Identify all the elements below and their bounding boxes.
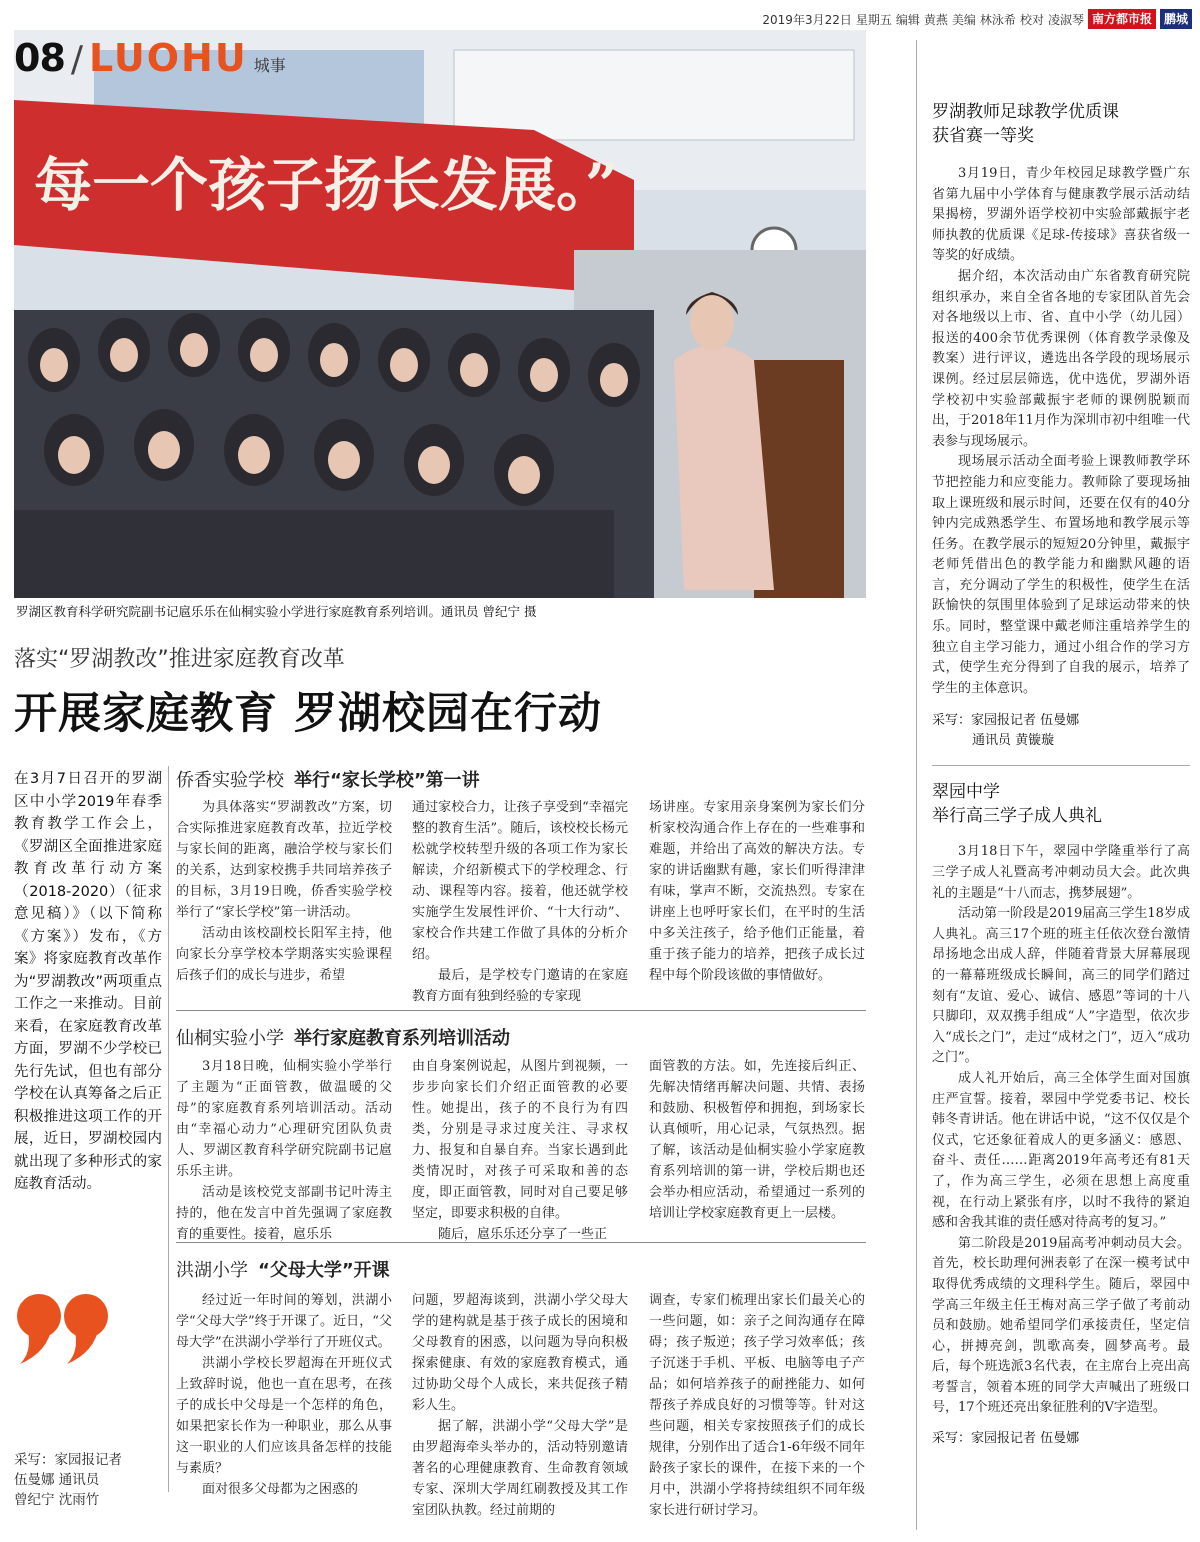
section-divider — [176, 1010, 866, 1011]
proofreader-name: 凌淑琴 — [1047, 12, 1084, 27]
sec3-col3: 调查，专家们梳理出家长们最关心的一些问题，如：亲子之间沟通存在障碍；孩子叛逆；孩子学习效率低；孩子沉迷于手机、平板、电脑等电子产品；如何培养孩子的耐挫能力、如何帮孩子养成良好的习惯等等。针对这些问题，相关专家按照孩子们的成长规律，分别作出了适合1-6年级不同年龄孩子家长的课件，在接下来的一个月中，洪湖小学将持续组织不同年级家长进行研讨学习。 — [649, 1293, 865, 1518]
subsection-title-1: 侨香实验学校 举行“家长学校”第一讲 — [176, 770, 480, 791]
sec1-col3: 场讲座。专家用亲身案例为家长们分析家校沟通合作上存在的一些难事和难题，并给出了高效的解决方法。专家的讲话幽默有趣，家长们听得津津有味，掌声不断，交流热烈。专家在讲座上也呼吁家长们，在平时的生活中多关注孩子，给予他们正能量，着重于孩子能力的培养，把孩子成长过程中每个阶段该做的事情做好。 — [649, 800, 865, 983]
story1-title: 罗湖教师足球教学优质课 获省赛一等奖 — [932, 102, 1119, 146]
sec2-col2: 由自身案例说起，从图片到视频，一步步向家长们介绍正面管教的必要性。她提出，孩子的不良行为有四类，分别是寻求过度关注、寻求权力、报复和自暴自弃。当家长遇到此类情况时，对孩子可采取和善的态度，即正面管教，同时对自己要足够坚定，即要求积极的自律。 随后，扈乐乐还分享了一些正 — [412, 1059, 628, 1242]
designer-name: 林泳希 — [979, 12, 1016, 27]
sec1-col2: 通过家校合力，让孩子享受到“幸福完整的教育生活”。随后，该校校长杨元松就学校转型升级的各项工作为家长解读，介绍新模式下的学校理念、行动、课程等内容。接着，他还就学校实施学生发展性评价、“十大行动”、家校合作共建工作做了具体的分析介绍。 最后，是学校专门邀请的在家庭教育方面有独到经验的专家现 — [412, 800, 628, 1004]
story2-credit: 采写：家园报记者 伍曼娜 — [932, 1431, 1080, 1447]
subsection-title-3: 洪湖小学 “父母大学”开课 — [176, 1260, 390, 1281]
newspaper-logo: 南方都市报 — [1088, 9, 1156, 29]
banner-slogan: 每一个孩子扬长发展。” — [34, 151, 619, 219]
issue-date: 2019年3月22日 — [762, 12, 852, 27]
lead-credit: 采写：家园报记者 伍曼娜 通讯员 曾纪宁 沈雨竹 — [14, 1452, 122, 1508]
sec2-col3: 面管教的方法。如，先连接后纠正、先解决情绪再解决问题、共情、表扬和鼓励、积极暂停和拥抱，到场家长认真倾听，用心记录，气氛热烈。据了解，该活动是仙桐实验小学家庭教育系列培训的第一讲，学校后期也还会举办相应活动，希望通过一系列的培训让学校家庭教育更上一层楼。 — [649, 1059, 865, 1221]
lead-photo — [14, 30, 866, 598]
masthead-bar: 2019年3月22日 星期五 编辑 黄燕 美编 林泳希 校对 凌淑琴 南方都市报 鹏城 — [620, 8, 1192, 30]
issue-weekday: 星期五 — [855, 12, 892, 27]
section-name: LUOHU — [89, 36, 248, 80]
sec2-col1: 3月18日晚，仙桐实验小学举行了主题为“正面管教，做温暖的父母”的家庭教育系列培训活动。活动由“幸福心动力”心理研究团队负责人、罗湖区教育科学研究院副书记扈乐乐主讲。 活动是该校党支部副书记叶涛主持的，他在发言中首先强调了家庭教育的重要性。接着，扈乐乐 — [176, 1059, 392, 1242]
section-category: 城事 — [253, 56, 286, 75]
supplement-logo: 鹏城 — [1160, 9, 1192, 29]
story1-body: 3月19日，青少年校园足球教学暨广东省第九届中小学体育与健康教学展示活动结果揭榜，罗湖外语学校初中实验部戴振宇老师执教的优质课《足球-传接球》喜获省级一等奖的好成绩。 据介绍，本次活动由广东省教育研究院组织承办，来自全省各地的专家团队首先会对各地级以上市、省、直中小学（幼儿园）报送的400余节优秀课例（体育教学录像及教案）进行评议，遴选出各学段的现场展示课例。经过层层筛选，优中选优，罗湖外语学校初中实验部戴振宇老师的课例脱颖而出，于2018年11月作为深圳市初中组唯一代表参与现场展示。 现场展示活动全面考验上课教师教学环节把控能力和应变能力。教师除了要现场抽取上课班级和展示时间，还要在仅有的40分钟内完成熟悉学生、布置场地和教学展示等任务。在教学展示的短短20分钟里，戴振宇老师凭借出色的教学能力和幽默风趣的语言，充分调动了学生的积极性，使学生在活跃愉快的氛围里体验到了足球运动带来的快乐。同时，整堂课中戴老师注重培养学生的独立自主学习能力，通过小组合作的学习方式，使学生充分得到了自我的展示，培养了学生的主体意识。 — [932, 166, 1190, 696]
story2-title: 翠园中学 举行高三学子成人典礼 — [932, 782, 1102, 827]
right-column-divider — [916, 40, 917, 1530]
story1-credit: 采写：家园报记者 伍曼娜 通讯员 黄镟璇 — [932, 713, 1080, 749]
column-divider — [168, 766, 169, 1492]
sec1-col1: 为具体落实“罗湖教改”方案，切合实际推进家庭教育改革，拉近学校与家长间的距离，融洽学校与家长们的关系，达到家校携手共同培养孩子的目标，3月19日晚，侨香实验学校举行了“家长学校”第一讲活动。 活动由该校副校长阳军主持，他向家长分享学校本学期落实实验课程后孩子们的成长与进步，希望 — [176, 800, 392, 983]
subsection-title-2: 仙桐实验小学 举行家庭教育系列培训活动 — [176, 1028, 510, 1049]
section-header: 08 / LUOHU 城事 — [14, 36, 286, 80]
sec3-col2: 问题，罗超海谈到，洪湖小学父母大学的建构就是基于孩子成长的困境和父母教育的困惑，以问题为导向积极探索健康、有效的家庭教育模式，通过协助父母个人成长，来共促孩子精彩人生。 据了解，洪湖小学“父母大学”是由罗超海牵头举办的，活动特别邀请著名的心理健康教育、生命教育领域专家、深圳大学周红刷教授及其工作室团队执教。经过前期的 — [412, 1293, 628, 1518]
right-column — [932, 100, 1190, 1449]
quote-icon — [14, 1286, 114, 1364]
story2-body: 3月18日下午，翠园中学隆重举行了高三学子成人礼暨高考冲刺动员大会。此次典礼的主题是“十八而志，携梦展翅”。 活动第一阶段是2019届高三学生18岁成人典礼。高三17个班的班主任依次登台激情昂扬地念出成人辞，伴随着背景大屏幕展现的一幕幕班级成长瞬间，高三的同学们踏过刻有“友谊、爱心、诚信、感恩”等词的十八只脚印，双双携手组成“人”字造型，依次步入“成长之门”，走过“成材之门”，迈入“成功之门”。 成人礼开始后，高三全体学生面对国旗庄严宣誓。接着，翠园中学党委书记、校长韩冬青讲话。他在讲话中说，“这不仅仅是个仪式，它还象征着成人的更多涵义：感恩、奋斗、责任……距离2019年高考还有81天了，作为高三学生，必须在思想上高度重视，在行动上紧张有序，以时不我待的紧迫感和舍我其谁的责任感对待高考的复习。” 第二阶段是2019届高考冲刺动员大会。首先，校长助理何洲表彰了在深一模考试中取得优秀成绩的文理科学生。随后，翠园中学高三年级主任王梅对高三学子做了考前动员和鼓励。她希望同学们承接责任，坚定信心，拼搏亮剑，凯歌高奏，圆梦高考。最后，每个班选派3名代表，在主席台上亮出高考誓言，领着本班的同学大声喊出了班级口号，17个班还亮出象征胜利的V字造型。 — [932, 844, 1190, 1416]
editor-name: 黄燕 — [923, 12, 948, 27]
page-number: 08 — [14, 36, 65, 80]
classroom-photo-illustration — [14, 30, 866, 598]
section-divider — [176, 1242, 866, 1243]
article-subhead: 落实“罗湖教改”推进家庭教育改革 — [14, 647, 345, 672]
article-lead: 在3月7日召开的罗湖区中小学2019年春季教育教学工作会上，《罗湖区全面推进家庭教育改革行动方案（2018-2020）（征求意见稿）》（以下简称《方案》）发布，《方案》将家庭教育改革作为“罗湖教改”两项重点工作之一来推动。目前来看，在家庭教育改革方面，罗湖不少学校已先行先试，但也有部分学校在认真筹备之后正积极推进这项工作的开展，近日，罗湖校园内就出现了多种形式的家庭教育活动。 — [14, 771, 162, 1192]
photo-caption: 罗湖区教育科学研究院副书记扈乐乐在仙桐实验小学进行家庭教育系列培训。通讯员 曾纪宁 摄 — [16, 604, 537, 619]
story-divider — [932, 765, 1190, 766]
sec3-col1: 经过近一年时间的筹划，洪湖小学“父母大学”终于开课了。近日，“父母大学”在洪湖小学举行了开班仪式。 洪湖小学校长罗超海在开班仪式上致辞时说，他也一直在思考，在孩子的成长中父母是一个怎样的角色，如果把家长作为一种职业，那么从事这一职业的人们应该具备怎样的技能与素质？ 面对很多父母都为之困惑的 — [176, 1293, 392, 1497]
article-headline: 开展家庭教育 罗湖校园在行动 — [14, 689, 602, 739]
